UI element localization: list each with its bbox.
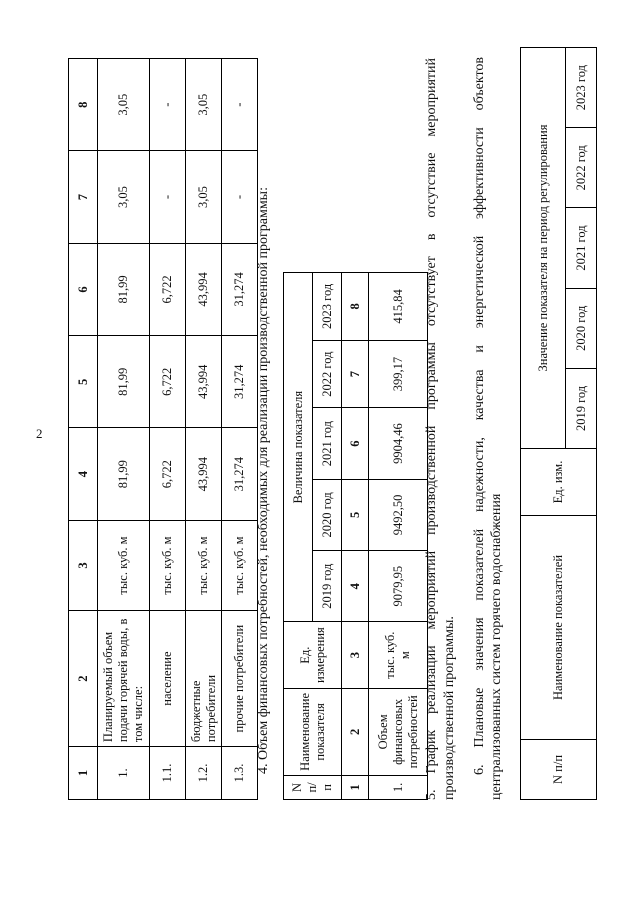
header-cell: 7: [69, 151, 98, 243]
row-unit: тыс. куб. м: [186, 520, 222, 610]
table-header-row: [521, 48, 566, 800]
row-unit: тыс. куб. м: [150, 520, 186, 610]
row-value: 3,05: [186, 151, 222, 243]
row-value: 43,994: [186, 243, 222, 335]
row-value: 6,722: [150, 336, 186, 428]
row-value: 81,99: [98, 428, 150, 520]
table-header-row: [284, 273, 313, 800]
section-6-line-2: централизованных систем горячего водоснабжения: [489, 493, 504, 800]
col-number: 7: [342, 340, 369, 408]
header-year: 2023 год: [566, 48, 597, 128]
row-value: 9079,95: [369, 551, 428, 622]
finance-table: [283, 272, 428, 800]
col-number: 6: [342, 408, 369, 479]
row-name: население: [150, 611, 186, 747]
row-value: 81,99: [98, 336, 150, 428]
col-number: 8: [342, 273, 369, 341]
row-value: 43,994: [186, 336, 222, 428]
header-year: 2019 год: [313, 551, 342, 622]
header-cell: 2: [69, 611, 98, 747]
row-value: 9492,50: [369, 479, 428, 550]
section-6-line-1: 6. Плановые значения показателей надежности, качества и энергетической эффективности объектов: [472, 57, 487, 775]
col-number: 1: [342, 775, 369, 799]
header-year: 2022 год: [566, 128, 597, 208]
header-name: Наименование показателя: [284, 688, 342, 775]
row-value: 3,05: [98, 59, 150, 151]
table-header-row: [69, 59, 98, 800]
header-year: 2021 год: [566, 208, 597, 288]
row-value: -: [150, 151, 186, 243]
section-4-heading: 4. Объем финансовых потребностей, необходимых для реализации производственной программы:: [256, 187, 271, 774]
row-value: -: [150, 59, 186, 151]
row-unit: тыс. куб. м: [98, 520, 150, 610]
row-value: 399,17: [369, 340, 428, 408]
row-value: 3,05: [98, 151, 150, 243]
header-cell: 8: [69, 59, 98, 151]
volume-table: [68, 58, 258, 800]
row-value: 31,274: [222, 428, 258, 520]
table-row: [98, 59, 150, 800]
row-name: Объем финансовых потребностей: [369, 688, 428, 775]
row-unit: тыс. куб. м: [222, 520, 258, 610]
row-number: 1.2.: [186, 747, 222, 800]
header-num: N п/п: [521, 739, 597, 799]
section-5-line-1: 5. График реализации мероприятий производственной программы отсутствует в отсутствие мероприятий: [424, 58, 439, 800]
header-group: Значение показателя на период регулирования: [521, 48, 566, 449]
row-number: 1.: [369, 775, 428, 799]
header-year: 2021 год: [313, 408, 342, 479]
row-name: прочие потребители: [222, 611, 258, 747]
row-value: 81,99: [98, 243, 150, 335]
table-row: [186, 59, 222, 800]
col-number: 5: [342, 479, 369, 550]
row-unit: тыс. куб. м: [369, 622, 428, 689]
col-number: 3: [342, 622, 369, 689]
header-unit: Ед. измерения: [284, 622, 342, 689]
header-year: 2022 год: [313, 340, 342, 408]
header-year: 2020 год: [313, 479, 342, 550]
table-row: [150, 59, 186, 800]
row-value: 31,274: [222, 336, 258, 428]
header-name: Наименование показателей: [521, 516, 597, 740]
header-year: 2020 год: [566, 288, 597, 368]
row-number: 1.1.: [150, 747, 186, 800]
row-number: 1.3.: [222, 747, 258, 800]
table-row: [222, 59, 258, 800]
col-number: 2: [342, 688, 369, 775]
row-value: 6,722: [150, 243, 186, 335]
header-cell: 4: [69, 428, 98, 520]
row-value: 43,994: [186, 428, 222, 520]
row-value: -: [222, 151, 258, 243]
header-group: Величина показателя: [284, 273, 313, 622]
row-name: бюджетные потребители: [186, 611, 222, 747]
header-year: 2019 год: [566, 368, 597, 448]
row-value: 415,84: [369, 273, 428, 341]
row-value: -: [222, 59, 258, 151]
indicators-table: [520, 47, 597, 800]
row-number: 1.: [98, 747, 150, 800]
row-value: 3,05: [186, 59, 222, 151]
header-num: N п/п: [284, 775, 342, 799]
table-row: [369, 273, 428, 800]
col-number: 4: [342, 551, 369, 622]
page-number: 2: [36, 426, 43, 441]
header-unit: Ед. изм.: [521, 449, 597, 516]
header-cell: 6: [69, 243, 98, 335]
row-value: 9904,46: [369, 408, 428, 479]
section-5-line-2: производственной программы.: [442, 616, 457, 800]
header-cell: 5: [69, 336, 98, 428]
header-year: 2023 год: [313, 273, 342, 341]
row-value: 6,722: [150, 428, 186, 520]
table-column-numbers: [342, 273, 369, 800]
row-name: Планируемый объем подачи горячей воды, в том числе:: [98, 611, 150, 747]
header-cell: 1: [69, 747, 98, 800]
row-value: 31,274: [222, 243, 258, 335]
header-cell: 3: [69, 520, 98, 610]
